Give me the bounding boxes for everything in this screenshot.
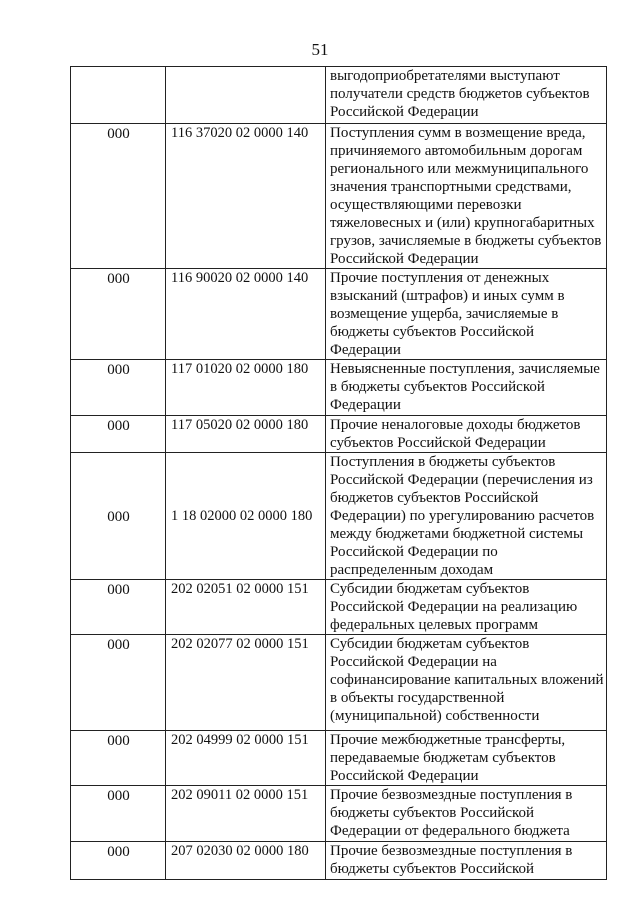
classification-code-cell: 202 02077 02 0000 151 [166,635,326,731]
classification-code-cell: 117 01020 02 0000 180 [166,360,326,416]
table-row [71,580,607,635]
classification-code-cell: 116 90020 02 0000 140 [166,269,326,360]
description-cell: Прочие безвозмездные поступления в бюджеты субъектов Российской [326,842,607,880]
classification-code-cell: 1 18 02000 02 0000 180 [166,453,326,580]
classification-code-cell: 117 05020 02 0000 180 [166,416,326,453]
admin-code-cell: 000 [71,453,166,580]
table-row [71,416,607,453]
table-row [71,124,607,269]
classification-code-cell: 207 02030 02 0000 180 [166,842,326,880]
admin-code-cell: 000 [71,360,166,416]
table-row [71,269,607,360]
table-row [71,360,607,416]
page-number: 51 [311,40,329,59]
description-cell: Субсидии бюджетам субъектов Российской Федерации на софинансирование капитальных вложений в объекты государственной (муниципальной) собственности [326,635,607,731]
table-row [71,453,607,580]
table-row [71,67,607,124]
admin-code-cell: 000 [71,416,166,453]
classification-code-cell: 202 02051 02 0000 151 [166,580,326,635]
description-cell: Прочие межбюджетные трансферты, передаваемые бюджетам субъектов Российской Федерации [326,731,607,786]
table-row [71,786,607,842]
description-cell: Прочие неналоговые доходы бюджетов субъектов Российской Федерации [326,416,607,453]
table-row [71,842,607,880]
admin-code-cell: 000 [71,786,166,842]
classification-code-cell: 116 37020 02 0000 140 [166,124,326,269]
admin-code-cell: 000 [71,580,166,635]
admin-code-cell [71,67,166,124]
description-cell: Субсидии бюджетам субъектов Российской Федерации на реализацию федеральных целевых программ [326,580,607,635]
table-row [71,635,607,731]
description-cell: Поступления в бюджеты субъектов Российской Федерации (перечисления из бюджетов субъектов Российской Федерации) по урегулированию расчетов между бюджетами бюджетной системы Российской Федерации по распределенным доходам [326,453,607,580]
description-cell: Невыясненные поступления, зачисляемые в бюджеты субъектов Российской Федерации [326,360,607,416]
admin-code-cell: 000 [71,731,166,786]
admin-code-cell: 000 [71,269,166,360]
revenue-classification-table [70,66,607,880]
description-cell: выгодоприобретателями выступают получатели средств бюджетов субъектов Российской Федерации [326,67,607,124]
table-row [71,731,607,786]
admin-code-cell: 000 [71,842,166,880]
admin-code-cell: 000 [71,635,166,731]
description-cell: Поступления сумм в возмещение вреда, причиняемого автомобильным дорогам регионального или межмуниципального значения транспортными средствами, осуществляющими перевозки тяжеловесных и (или) крупногабаритных грузов, зачисляемые в бюджеты субъектов Российской Федерации [326,124,607,269]
classification-code-cell [166,67,326,124]
description-cell: Прочие поступления от денежных взысканий (штрафов) и иных сумм в возмещение ущерба, зачисляемые в бюджеты субъектов Российской Федерации [326,269,607,360]
admin-code-cell: 000 [71,124,166,269]
classification-code-cell: 202 04999 02 0000 151 [166,731,326,786]
description-cell: Прочие безвозмездные поступления в бюджеты субъектов Российской Федерации от федерального бюджета [326,786,607,842]
classification-code-cell: 202 09011 02 0000 151 [166,786,326,842]
